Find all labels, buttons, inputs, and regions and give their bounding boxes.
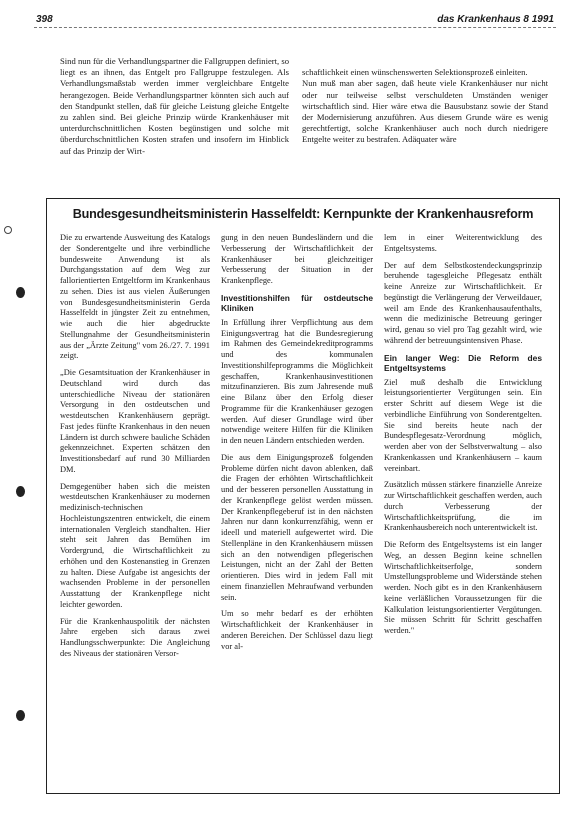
section-heading: Investitionshilfen für ostdeutsche Kliniken (221, 292, 373, 314)
info-box (46, 198, 560, 794)
paragraph: lem in einer Weiterentwicklung des Entgeltsystems. (384, 233, 542, 253)
box-column-3 (384, 233, 542, 643)
punch-hole-icon (16, 486, 25, 497)
margin-circle (4, 226, 12, 234)
punch-hole-icon (16, 710, 25, 721)
box-column-1 (60, 233, 210, 666)
header-rule (34, 27, 556, 28)
paragraph: Die aus dem Einigungsprozeß folgenden Probleme dürfen nicht davon ablenken, daß die Fragen der erhöhten Wirtschaftlichkeit und der besseren personellen Ausstattung in der Krankenpflege gelöst werden müssen. Der Krankenpflegeberuf ist in den nächsten Jahren nur dann konkurrenzfähig, wenn er ideell und materiell aufgewertet wird. Die Stellenpläne in den Krankenhäusern müssen sich an den notwendigen pflegerischen Leistungen, nicht an der Zahl der Betten orientieren. Dies wird in jedem Fall mit einem finanziellen Mehraufwand verbunden sein. (221, 452, 373, 602)
journal-name: das Krankenhaus 8 1991 (437, 14, 554, 25)
section-heading: Ein langer Weg: Die Reform des Entgeltsystems (384, 352, 542, 373)
box-column-2 (221, 233, 373, 658)
paragraph: Um so mehr bedarf es der erhöhten Wirtschaftlichkeit der Krankenhäuser in anderen Bereichen. Der Schlüssel dazu liegt vor al- (221, 609, 373, 651)
page-number: 398 (36, 14, 53, 25)
paragraph: Zusätzlich müssen stärkere finanzielle Anreize zur Wirtschaftlichkeit geschaffen werden, auch durch Verbesserung der Wirtschaftlichkeitsprüfung, die im Krankenhausbereich noch unterentwickelt ist. (384, 480, 542, 533)
top-paragraph-right: schaftlichkeit einen wünschenswerten Selektionsprozeß einleiten. Nun muß man aber sagen, daß heute viele Krankenhäuser nur nicht oder nur teilweise selbst verschuldeten Umständen weniger wirtschaftlich sind. Hier wäre etwa die Bausubstanz sowie der Stand der Modernisierung anzuführen. Aus diesem Grunde wäre es wenig gerechtfertigt, solche Krankenhäuser auch noch durch niedrigere Entgelte weiter zu bestrafen. Adäquater wäre (302, 67, 548, 145)
paragraph: Demgegenüber haben sich die meisten westdeutschen Krankenhäuser zu modernen medizinisch-technischen Hochleistungszentren entwickelt, die einem internationalen Vergleich standhalten. Hier steht seit Jahren das Bemühen im Vordergrund, die Wirtschaftlichkeit zu erhöhen und den Kostenanstieg in Grenzen zu halten. Diese Aufgabe ist angesichts der wachsenden Probleme in der personellen Ausstattung der Krankenpflege nicht leichter geworden. (60, 481, 210, 609)
paragraph: gung in den neuen Bundesländern und die Verbesserung der Wirtschaftlichkeit der Krankenhäuser bei gleichzeitiger Verbesserung der Situation in der Krankenpflege. (221, 233, 373, 285)
paragraph: Die Reform des Entgeltsystems ist ein langer Weg, an dessen Beginn keine schnellen Wirtschaftlichkeitserfolge, sondern Umstellungsprobleme und Widerstände stehen werden. Noch gibt es in den Krankenhäusern keine verläßlichen Voraussetzungen für die Kalkulation leistungsorientierter Vergütungen. Sie müssen Schritt für Schritt geschaffen werden." (384, 540, 542, 635)
paragraph: Der auf dem Selbstkostendeckungsprinzip beruhende tagesgleiche Pflegesatz enthält keine Anreize zur Wirtschaftlichkeit. Er begünstigt die Verlängerung der Verweildauer, weil am Ende des Krankenhausaufenthalts, wenn die medizinische Betreuung geringer wird, genau so viel pro Tag gezahlt wird, wie während der betreuungsintensiven Phase. (384, 260, 542, 345)
top-column-right (302, 56, 548, 157)
paragraph: In Erfüllung ihrer Verpflichtung aus dem Einigungsvertrag hat die Bundesregierung im Rahmen des Gemeindekreditprogramms und des kommunalen Investitionshilfeprogramms die Möglichkeit geschaffen, Krankenhausinvestitionen mitzufinanzieren. Bis zum Jahresende muß eine Bilanz über den Erfolg dieser Programme für die Krankenhäuser gezogen werden. Auf dieser Grundlage wird über notwendige weitere Hilfen für die Kliniken in den neuen Ländern entschieden werden. (221, 317, 373, 445)
paragraph: Die zu erwartende Ausweitung des Katalogs der Sonderentgelte und ihre verbindliche bundesweite Anwendung ist als Durchgangsstation auf dem Weg zur fallorientierten Entgeltform im Krankenhaus zu sehen. Dies ist aus vielen Äußerungen von Bundesgesundheitsministerin Gerda Hasselfeldt in jüngster Zeit zu entnehmen, wie auch die hier abgedruckte Stellungnahme der Gesundheitsministerin aus der „Ärzte Zeitung" vom 26./27. 7. 1991 zeigt. (60, 233, 210, 361)
paragraph: Ziel muß deshalb die Entwicklung leistungsorientierter Vergütungen sein. Ein erster Schritt auf diesem Wege ist die verbindliche Einführung von Sonderentgelten. Sie sind bereits heute nach der Bundespflegesatz-Verordnung möglich, werden aber von der Selbstverwaltung – also Krankenkassen und Krankenhäusern – kaum vereinbart. (384, 377, 542, 473)
punch-hole-icon (16, 287, 25, 298)
top-column-left (60, 56, 289, 157)
box-title: Bundesgesundheitsministerin Hasselfeldt: Kernpunkte der Krankenhausreform (72, 207, 534, 221)
paragraph: „Die Gesamtsituation der Krankenhäuser in Deutschland wird durch das unterschiedliche Niveau der stationären Versorgung in den ostdeutschen und westdeutschen Krankenhäusern geprägt. Fast jedes fünfte Krankenhaus in den neuen Ländern ist durch schwere bauliche Schäden gekennzeichnet. Experten schätzen den Investitionsbedarf auf rund 30 Milliarden DM. (60, 368, 210, 474)
top-paragraph-left: Sind nun für die Verhandlungspartner die Fallgruppen definiert, so liegt es an ihnen, das Entgelt pro Fallgruppe festzulegen. Als Verhandlungsmaßstab werden immer vergleichbare Entgelte herangezogen. Beide Verhandlungspartner könnten sich auch auf den Standpunkt stellen, daß für gleiche Leistung gleiche Entgelte zu zahlen sind. Bei gleiche Prinzip würde Krankenhäuser mit unterdurchschnittlichen Kosten begünstigen und solche mit überdurchschnittlichen Kosten strafen und insofern im Hinblick auf das Prinzip der Wirt- (60, 56, 289, 156)
paragraph: Für die Krankenhauspolitik der nächsten Jahre ergeben sich daraus zwei Handlungsschwerpunkte: Die Angleichung des Niveaus der stationären Versor- (60, 616, 210, 658)
